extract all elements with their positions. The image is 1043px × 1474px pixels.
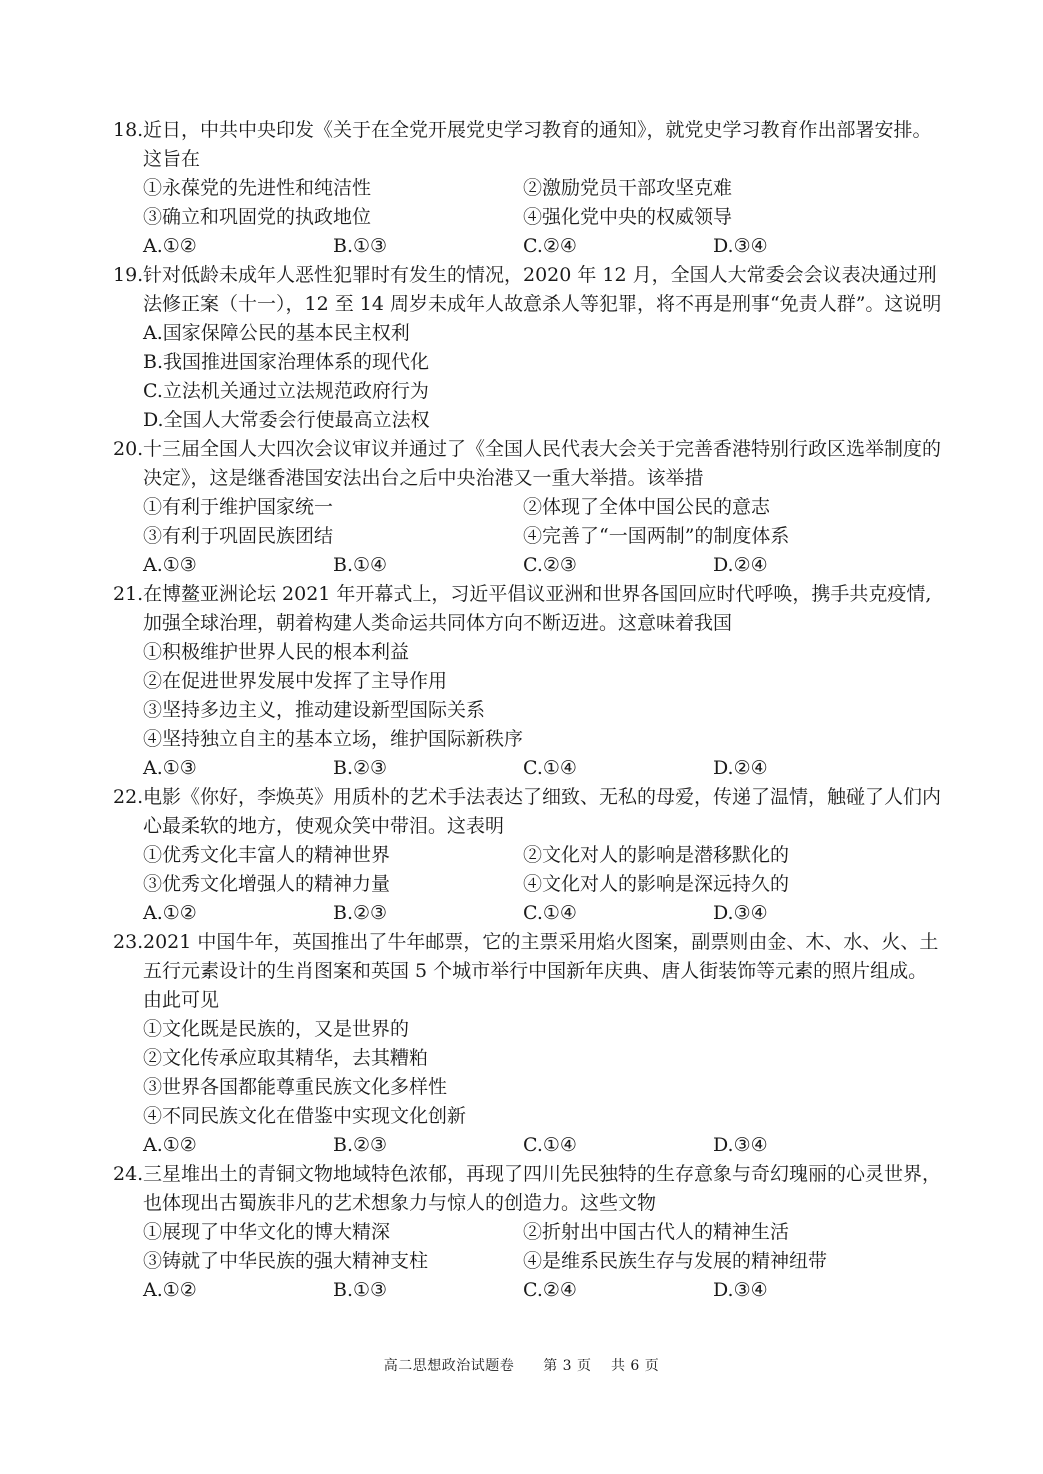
statement-2: ②激励党员干部攻坚克难 (523, 177, 733, 199)
choice-list (113, 754, 943, 783)
question-stem (113, 928, 943, 1015)
statement-1: ①有利于维护国家统一 (143, 496, 334, 518)
choice-list (113, 1131, 943, 1160)
question-stem (113, 1160, 943, 1218)
question-stem (113, 580, 943, 638)
choice-a: A.①② (143, 235, 197, 257)
statement-list (113, 1218, 943, 1276)
statement-3: ③世界各国都能尊重民族文化多样性 (143, 1076, 448, 1098)
choice-list (113, 319, 943, 435)
question-text: 十三届全国人大四次会议审议并通过了《全国人民代表大会关于完善香港特别行政区选举制度的决定》，这是继香港国安法出台之后中央治港又一重大举措。该举措 (143, 438, 942, 489)
choice-b: B.①④ (333, 554, 388, 576)
question-20 (113, 435, 943, 580)
choice-d: D.②④ (713, 554, 768, 576)
question-text: 针对低龄未成年人恶性犯罪时有发生的情况，2020 年 12 月，全国人大常委会会议表决通过刑法修正案（十一），12 至 14 周岁未成年人故意杀人等犯罪，将不再是刑事“免责人群”。这说明 (143, 264, 942, 315)
choice-a: A.①② (143, 1134, 197, 1156)
statement-1: ①永葆党的先进性和纯洁性 (143, 177, 372, 199)
question-list (113, 116, 943, 1305)
question-19 (113, 261, 943, 435)
statement-3: ③坚持多边主义，推动建设新型国际关系 (143, 699, 486, 721)
question-stem (113, 435, 943, 493)
question-18 (113, 116, 943, 261)
question-number: 24. (113, 1163, 144, 1185)
question-24 (113, 1160, 943, 1305)
choice-d: D.全国人大常委会行使最高立法权 (143, 409, 430, 431)
question-number: 18. (113, 119, 144, 141)
statement-list (113, 841, 943, 899)
choice-c: C.①④ (523, 1134, 577, 1156)
statement-4: ④文化对人的影响是深远持久的 (523, 873, 790, 895)
statement-list (113, 174, 943, 232)
choice-b: B.①③ (333, 235, 388, 257)
question-stem (113, 783, 943, 841)
choice-d: D.②④ (713, 757, 768, 779)
statement-2: ②体现了全体中国公民的意志 (523, 496, 771, 518)
question-number: 22. (113, 786, 144, 808)
question-stem (113, 116, 943, 174)
statement-4: ④坚持独立自主的基本立场，维护国际新秩序 (143, 728, 524, 750)
statement-2: ②文化传承应取其精华，去其糟粕 (143, 1047, 429, 1069)
choice-list (113, 551, 943, 580)
statement-3: ③铸就了中华民族的强大精神支柱 (143, 1250, 429, 1272)
page-footer: 高二思想政治试题卷 第 3 页 共 6 页 (383, 1358, 660, 1374)
choice-a: A.国家保障公民的基本民主权利 (143, 322, 410, 344)
question-21 (113, 580, 943, 783)
question-text: 三星堆出土的青铜文物地域特色浓郁，再现了四川先民独特的生存意象与奇幻瑰丽的心灵世界，也体现出古蜀族非凡的艺术想象力与惊人的创造力。这些文物 (143, 1163, 942, 1214)
statement-list (113, 1015, 943, 1131)
statement-4: ④强化党中央的权威领导 (523, 206, 733, 228)
choice-d: D.③④ (713, 1279, 768, 1301)
question-text: 2021 中国牛年，英国推出了牛年邮票，它的主票采用焰火图案，副票则由金、木、水、火、土五行元素设计的生肖图案和英国 5 个城市举行中国新年庆典、唐人街装饰等元素的照片组成。由此可见 (143, 931, 939, 1011)
choice-list (113, 899, 943, 928)
choice-d: D.③④ (713, 235, 768, 257)
question-number: 21. (113, 583, 144, 605)
choice-b: B.②③ (333, 757, 388, 779)
choice-b: B.②③ (333, 902, 388, 924)
statement-4: ④完善了“一国两制”的制度体系 (523, 525, 790, 547)
question-text: 近日，中共中央印发《关于在全党开展党史学习教育的通知》，就党史学习教育作出部署安排。这旨在 (143, 119, 932, 170)
statement-list (113, 638, 943, 754)
choice-d: D.③④ (713, 1134, 768, 1156)
choice-b: B.我国推进国家治理体系的现代化 (143, 351, 430, 373)
choice-c: C.①④ (523, 902, 577, 924)
statement-4: ④不同民族文化在借鉴中实现文化创新 (143, 1105, 467, 1127)
statement-2: ②文化对人的影响是潜移默化的 (523, 844, 790, 866)
question-number: 23. (113, 931, 144, 953)
statement-4: ④是维系民族生存与发展的精神纽带 (523, 1250, 828, 1272)
statement-2: ②折射出中国古代人的精神生活 (523, 1221, 790, 1243)
question-22 (113, 783, 943, 928)
question-number: 19. (113, 264, 144, 286)
choice-d: D.③④ (713, 902, 768, 924)
statement-3: ③有利于巩固民族团结 (143, 525, 334, 547)
choice-c: C.②④ (523, 235, 577, 257)
statement-list (113, 493, 943, 551)
choice-c: C.②④ (523, 1279, 577, 1301)
choice-a: A.①③ (143, 757, 197, 779)
choice-a: A.①② (143, 902, 197, 924)
choice-c: C.②③ (523, 554, 577, 576)
statement-1: ①展现了中华文化的博大精深 (143, 1221, 391, 1243)
choice-a: A.①③ (143, 554, 197, 576)
statement-3: ③确立和巩固党的执政地位 (143, 206, 372, 228)
choice-list (113, 232, 943, 261)
statement-1: ①积极维护世界人民的根本利益 (143, 641, 410, 663)
choice-c: C.立法机关通过立法规范政府行为 (143, 380, 429, 402)
question-text: 在博鳌亚洲论坛 2021 年开幕式上，习近平倡议亚洲和世界各国回应时代呼唤，携手共克疫情,加强全球治理，朝着构建人类命运共同体方向不断迈进。这意味着我国 (143, 583, 932, 634)
question-text: 电影《你好，李焕英》用质朴的艺术手法表达了细致、无私的母爱，传递了温情，触碰了人们内心最柔软的地方，使观众笑中带泪。这表明 (143, 786, 942, 837)
choice-a: A.①② (143, 1279, 197, 1301)
choice-c: C.①④ (523, 757, 577, 779)
statement-2: ②在促进世界发展中发挥了主导作用 (143, 670, 448, 692)
statement-1: ①文化既是民族的，又是世界的 (143, 1018, 410, 1040)
question-23 (113, 928, 943, 1160)
choice-b: B.②③ (333, 1134, 388, 1156)
statement-1: ①优秀文化丰富人的精神世界 (143, 844, 391, 866)
question-number: 20. (113, 438, 144, 460)
question-stem (113, 261, 943, 319)
choice-list (113, 1276, 943, 1305)
statement-3: ③优秀文化增强人的精神力量 (143, 873, 391, 895)
choice-b: B.①③ (333, 1279, 388, 1301)
